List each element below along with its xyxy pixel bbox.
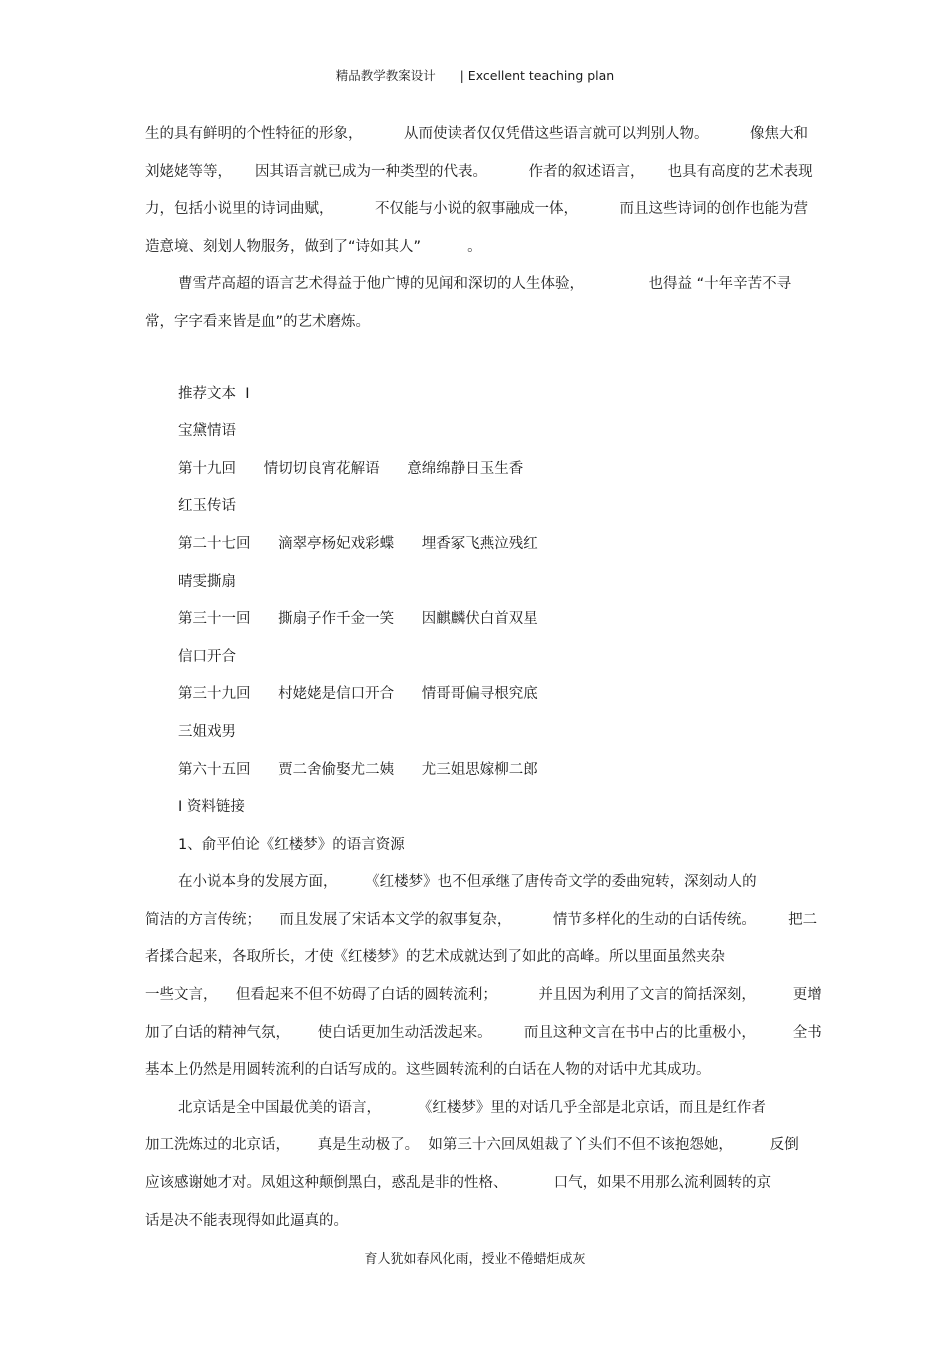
recommended-title: 红玉传话 [178,498,236,515]
recommended-title: 宝黛情语 [178,423,236,440]
resources-heading: Ⅰ 资料链接 [178,799,245,816]
resources-paragraph-b-line: 加工洗炼过的北京话， 真是生动极了。 如第三十六回凤姐裁了丫头们不但不该抱怨她， 反倒 [145,1137,799,1154]
recommended-title: 晴雯撕扇 [178,573,236,590]
resources-paragraph-b-line: 应该感谢她才对。凤姐这种颠倒黑白，惑乱是非的性格、 口气，如果不用那么流利圆转的京 [145,1175,772,1192]
recommended-chapter: 第三十九回 村姥姥是信口开合 情哥哥偏寻根究底 [178,686,538,703]
paragraph-2-line: 常，字字看来皆是血”的艺术磨炼。 [145,313,371,330]
resources-paragraph-b-line: 话是决不能表现得如此逼真的。 [145,1212,348,1229]
recommended-title: 信口开合 [178,648,236,665]
resources-paragraph-a-line: 在小说本身的发展方面， 《红楼梦》也不但承继了唐传奇文学的委曲宛转，深刻动人的 [178,874,757,891]
resources-paragraph-b-line: 北京话是全中国最优美的语言， 《红楼梦》里的对话几乎全部是北京话，而且是红作者 [178,1099,766,1116]
page-header: 精品教学教案设计 | Excellent teaching plan [335,68,615,83]
resources-paragraph-a-line: 者揉合起来，各取所长，才使《红楼梦》的艺术成就达到了如此的高峰。所以里面虽然夹杂 [145,949,725,966]
paragraph-2-line: 曹雪芹高超的语言艺术得益于他广博的见闻和深切的人生体验， 也得益 “十年辛苦不寻 [178,276,792,293]
page-footer: 育人犹如春风化雨，授业不倦蜡炬成灰 [364,1252,586,1267]
resources-paragraph-a-line: 基本上仍然是用圆转流利的白话写成的。这些圆转流利的白话在人物的对话中尤其成功。 [145,1062,711,1079]
recommended-chapter: 第二十七回 滴翠亭杨妃戏彩蝶 埋香冢飞燕泣残红 [178,535,538,552]
paragraph-1-line: 力，包括小说里的诗词曲赋， 不仅能与小说的叙事融成一体， 而且这些诗词的创作也能为营 [145,201,808,218]
recommended-chapter: 第十九回 情切切良宵花解语 意绵绵静日玉生香 [178,460,524,477]
recommended-chapter: 第六十五回 贾二舍偷娶尤二姨 尤三姐思嫁柳二郎 [178,761,538,778]
resources-paragraph-a-line: 加了白话的精神气氛， 使白话更加生动活泼起来。 而且这种文言在书中占的比重极小， 全书 [145,1024,822,1041]
document-body [145,120,822,1244]
paragraph-1-line: 刘姥姥等等， 因其语言就已成为一种类型的代表。 作者的叙述语言， 也具有高度的艺术表现 [145,163,813,180]
resources-subheading: 1、俞平伯论《红楼梦》的语言资源 [178,836,405,853]
paragraph-1-line: 生的具有鲜明的个性特征的形象， 从而使读者仅仅凭借这些语言就可以判别人物。 像焦大和 [145,126,808,142]
section-gap [145,346,810,380]
resources-paragraph-a-line: 简洁的方言传统； 而且发展了宋话本文学的叙事复杂， 情节多样化的生动的白话传统。 把二 [145,911,818,928]
paragraph-1-line: 造意境、刻划人物服务，做到了“诗如其人” 。 [145,238,482,255]
recommended-title: 三姐戏男 [178,723,236,740]
resources-paragraph-a-line: 一些文言， 但看起来不但不妨碍了白话的圆转流利； 并且因为利用了文言的简括深刻， 更增 [145,987,822,1004]
recommended-chapter: 第三十一回 撕扇子作千金一笑 因麒麟伏白首双星 [178,611,538,628]
recommended-heading: 推荐文本 Ⅰ [178,385,250,402]
